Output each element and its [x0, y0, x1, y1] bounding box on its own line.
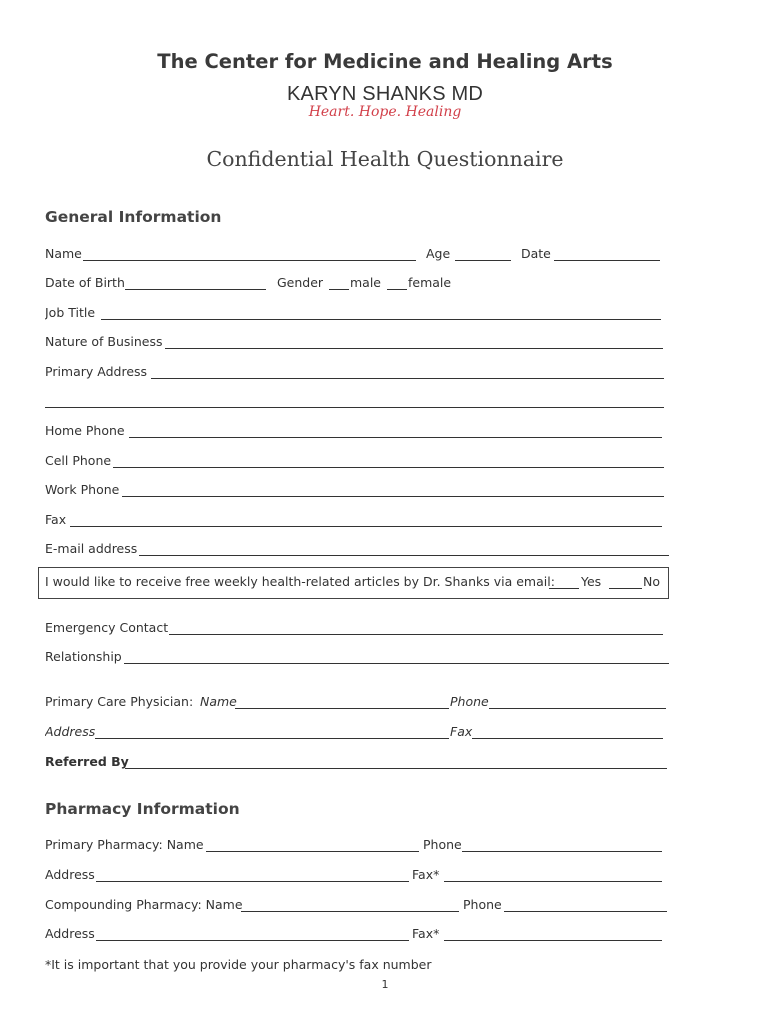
nature-of-business-field[interactable]: [165, 348, 663, 349]
general-information-heading: General Information: [45, 208, 222, 226]
work-phone-row: [45, 482, 665, 498]
relationship-field[interactable]: [124, 663, 669, 664]
tagline: Heart. Hope. Healing: [308, 104, 462, 120]
relationship-row: [45, 649, 670, 665]
name-age-date-row: [45, 246, 665, 262]
gender-label: Gender: [277, 275, 324, 290]
optin-no-field[interactable]: [609, 588, 642, 589]
primary-pharmacy-address-row: [45, 867, 665, 883]
compounding-pharmacy-address-field[interactable]: [96, 940, 409, 941]
compounding-pharmacy-phone-field[interactable]: [504, 911, 667, 912]
compounding-pharmacy-address-row: [45, 926, 665, 942]
home-phone-field[interactable]: [129, 437, 662, 438]
nature-of-business-row: [45, 334, 665, 350]
age-label: Age: [426, 246, 451, 261]
emergency-contact-field[interactable]: [169, 634, 663, 635]
female-label: female: [408, 275, 452, 290]
pcp-address-field[interactable]: [95, 738, 449, 739]
date-label: Date: [521, 246, 551, 261]
dob-gender-row: [45, 275, 665, 291]
form-title: Confidential Health Questionnaire: [206, 147, 564, 171]
pharmacy-information-heading: Pharmacy Information: [45, 800, 240, 818]
primary-address-line2-row: [45, 393, 665, 409]
doctor-name: KARYN SHANKS MD: [286, 83, 483, 105]
compounding-pharmacy-fax-label: Fax*: [412, 926, 440, 941]
pcp-fax-label: Fax: [450, 724, 473, 739]
compounding-pharmacy-phone-label: Phone: [463, 897, 502, 912]
pcp-name-label: Name: [200, 694, 237, 709]
compounding-pharmacy-name-label: Compounding Pharmacy: Name: [45, 897, 243, 912]
primary-pharmacy-name-label: Primary Pharmacy: Name: [45, 837, 204, 852]
pcp-phone-field[interactable]: [489, 708, 666, 709]
compounding-pharmacy-fax-field[interactable]: [444, 940, 662, 941]
dob-field[interactable]: [125, 289, 266, 290]
fax-row: [45, 512, 665, 528]
cell-phone-field[interactable]: [113, 467, 664, 468]
age-field[interactable]: [455, 260, 511, 261]
primary-address-label: Primary Address: [45, 364, 148, 379]
primary-pharmacy-row: [45, 837, 665, 853]
compounding-pharmacy-row: [45, 897, 670, 913]
job-title-field[interactable]: [101, 319, 661, 320]
referred-by-label: Referred By: [45, 754, 129, 769]
fax-label: Fax: [45, 512, 67, 527]
emergency-contact-label: Emergency Contact: [45, 620, 169, 635]
primary-pharmacy-fax-field[interactable]: [444, 881, 662, 882]
cell-phone-label: Cell Phone: [45, 453, 112, 468]
dob-label: Date of Birth: [45, 275, 125, 290]
email-optin-row: [45, 574, 665, 590]
pcp-phone-label: Phone: [450, 694, 489, 709]
work-phone-label: Work Phone: [45, 482, 120, 497]
primary-pharmacy-phone-label: Phone: [423, 837, 462, 852]
home-phone-row: [45, 423, 665, 439]
primary-pharmacy-phone-field[interactable]: [462, 851, 662, 852]
primary-address-line2-field[interactable]: [45, 407, 664, 408]
home-phone-label: Home Phone: [45, 423, 125, 438]
optin-yes-field[interactable]: [549, 588, 579, 589]
clinic-name: The Center for Medicine and Healing Arts: [157, 50, 613, 73]
fax-footnote: *It is important that you provide your pharmacy's fax number: [45, 957, 432, 972]
cell-phone-row: [45, 453, 665, 469]
primary-pharmacy-address-label: Address: [45, 867, 95, 882]
page-number: 1: [381, 978, 389, 991]
gender-female-field[interactable]: [387, 289, 407, 290]
job-title-label: Job Title: [45, 305, 96, 320]
email-label: E-mail address: [45, 541, 138, 556]
work-phone-field[interactable]: [122, 496, 664, 497]
compounding-pharmacy-name-field[interactable]: [241, 911, 459, 912]
primary-address-field[interactable]: [151, 378, 664, 379]
pcp-name-field[interactable]: [235, 708, 449, 709]
relationship-label: Relationship: [45, 649, 122, 664]
optin-no-label: No: [643, 574, 660, 589]
date-field[interactable]: [554, 260, 660, 261]
compounding-pharmacy-address-label: Address: [45, 926, 95, 941]
email-row: [45, 541, 670, 557]
referred-by-row: [45, 754, 670, 770]
primary-pharmacy-name-field[interactable]: [206, 851, 419, 852]
optin-yes-label: Yes: [581, 574, 602, 589]
email-field[interactable]: [139, 555, 669, 556]
fax-field[interactable]: [70, 526, 662, 527]
primary-address-row: [45, 364, 665, 380]
primary-pharmacy-address-field[interactable]: [96, 881, 409, 882]
pcp-fax-field[interactable]: [472, 738, 663, 739]
male-label: male: [350, 275, 381, 290]
job-title-row: [45, 305, 665, 321]
referred-by-field[interactable]: [125, 768, 667, 769]
pcp-address-label: Address: [45, 724, 96, 739]
email-optin-text: I would like to receive free weekly health-related articles by Dr. Shanks via email:: [45, 574, 555, 589]
pcp-address-row: [45, 724, 670, 740]
emergency-contact-row: [45, 620, 665, 636]
gender-male-field[interactable]: [329, 289, 349, 290]
pcp-label: Primary Care Physician:: [45, 694, 194, 709]
primary-pharmacy-fax-label: Fax*: [412, 867, 440, 882]
pcp-row: [45, 694, 670, 710]
nature-of-business-label: Nature of Business: [45, 334, 163, 349]
name-label: Name: [45, 246, 82, 261]
name-field[interactable]: [83, 260, 416, 261]
